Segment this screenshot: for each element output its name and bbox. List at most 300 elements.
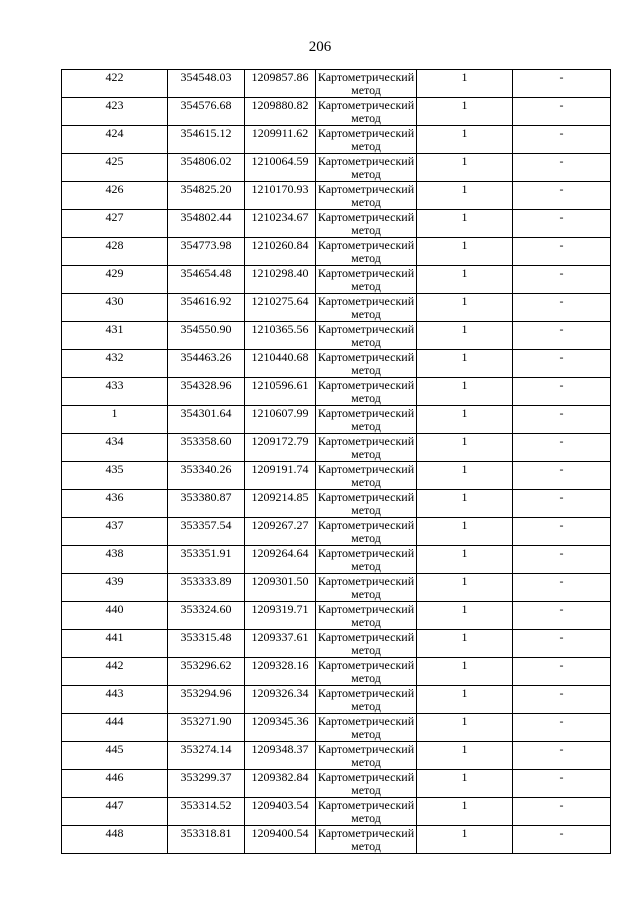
accuracy-cell bbox=[417, 182, 513, 210]
note-cell bbox=[513, 126, 611, 154]
point-number-cell bbox=[62, 126, 168, 154]
note-cell-text: - bbox=[559, 406, 564, 420]
point-number-cell bbox=[62, 490, 168, 518]
table-row bbox=[62, 266, 611, 294]
note-cell-text: - bbox=[559, 238, 564, 252]
note-cell bbox=[513, 686, 611, 714]
accuracy-cell bbox=[417, 378, 513, 406]
x-coordinate-cell-text: 353299.37 bbox=[180, 770, 232, 784]
method-cell bbox=[316, 742, 417, 770]
method-cell bbox=[316, 154, 417, 182]
table-row bbox=[62, 350, 611, 378]
method-cell-text: Картометрический метод bbox=[317, 350, 415, 377]
x-coordinate-cell-text: 353358.60 bbox=[180, 434, 232, 448]
method-cell bbox=[316, 294, 417, 322]
y-coordinate-cell-text: 1209326.34 bbox=[251, 686, 309, 700]
note-cell bbox=[513, 490, 611, 518]
accuracy-cell bbox=[417, 266, 513, 294]
point-number-cell bbox=[62, 434, 168, 462]
note-cell bbox=[513, 630, 611, 658]
method-cell bbox=[316, 546, 417, 574]
point-number-cell bbox=[62, 686, 168, 714]
accuracy-cell bbox=[417, 658, 513, 686]
y-coordinate-cell bbox=[245, 182, 316, 210]
y-coordinate-cell-text: 1210607.99 bbox=[251, 406, 309, 420]
method-cell bbox=[316, 210, 417, 238]
x-coordinate-cell-text: 354550.90 bbox=[180, 322, 232, 336]
y-coordinate-cell-text: 1209911.62 bbox=[251, 126, 309, 140]
table-row bbox=[62, 210, 611, 238]
x-coordinate-cell-text: 353271.90 bbox=[180, 714, 232, 728]
note-cell bbox=[513, 154, 611, 182]
method-cell bbox=[316, 574, 417, 602]
method-cell-text: Картометрический метод bbox=[317, 70, 415, 97]
y-coordinate-cell-text: 1210260.84 bbox=[251, 238, 309, 252]
point-number-cell-text: 427 bbox=[105, 210, 124, 224]
point-number-cell-text: 445 bbox=[105, 742, 124, 756]
table-row bbox=[62, 434, 611, 462]
method-cell-text: Картометрический метод bbox=[317, 126, 415, 153]
x-coordinate-cell-text: 354576.68 bbox=[180, 98, 232, 112]
table-row bbox=[62, 546, 611, 574]
accuracy-cell-text: 1 bbox=[461, 378, 468, 392]
note-cell-text: - bbox=[559, 154, 564, 168]
note-cell bbox=[513, 294, 611, 322]
table-row bbox=[62, 798, 611, 826]
point-number-cell-text: 435 bbox=[105, 462, 124, 476]
method-cell-text: Картометрический метод bbox=[317, 546, 415, 573]
method-cell-text: Картометрический метод bbox=[317, 602, 415, 629]
note-cell-text: - bbox=[559, 574, 564, 588]
accuracy-cell-text: 1 bbox=[461, 770, 468, 784]
y-coordinate-cell bbox=[245, 658, 316, 686]
point-number-cell bbox=[62, 98, 168, 126]
point-number-cell bbox=[62, 770, 168, 798]
note-cell bbox=[513, 546, 611, 574]
y-coordinate-cell-text: 1209382.84 bbox=[251, 770, 309, 784]
method-cell bbox=[316, 798, 417, 826]
y-coordinate-cell bbox=[245, 686, 316, 714]
note-cell bbox=[513, 406, 611, 434]
x-coordinate-cell bbox=[168, 798, 245, 826]
x-coordinate-cell-text: 353296.62 bbox=[180, 658, 232, 672]
accuracy-cell-text: 1 bbox=[461, 98, 468, 112]
x-coordinate-cell bbox=[168, 686, 245, 714]
x-coordinate-cell-text: 354548.03 bbox=[180, 70, 232, 84]
accuracy-cell bbox=[417, 238, 513, 266]
accuracy-cell bbox=[417, 210, 513, 238]
method-cell-text: Картометрический метод bbox=[317, 210, 415, 237]
note-cell-text: - bbox=[559, 462, 564, 476]
table-row bbox=[62, 658, 611, 686]
x-coordinate-cell bbox=[168, 770, 245, 798]
x-coordinate-cell-text: 354301.64 bbox=[180, 406, 232, 420]
accuracy-cell-text: 1 bbox=[461, 798, 468, 812]
x-coordinate-cell bbox=[168, 602, 245, 630]
note-cell bbox=[513, 518, 611, 546]
accuracy-cell-text: 1 bbox=[461, 434, 468, 448]
accuracy-cell bbox=[417, 98, 513, 126]
y-coordinate-cell bbox=[245, 546, 316, 574]
accuracy-cell-text: 1 bbox=[461, 574, 468, 588]
y-coordinate-cell-text: 1210275.64 bbox=[251, 294, 309, 308]
x-coordinate-cell bbox=[168, 658, 245, 686]
point-number-cell-text: 430 bbox=[105, 294, 124, 308]
y-coordinate-cell bbox=[245, 98, 316, 126]
point-number-cell-text: 423 bbox=[105, 98, 124, 112]
y-coordinate-cell-text: 1210234.67 bbox=[251, 210, 309, 224]
y-coordinate-cell bbox=[245, 210, 316, 238]
accuracy-cell bbox=[417, 574, 513, 602]
y-coordinate-cell-text: 1210170.93 bbox=[251, 182, 309, 196]
point-number-cell bbox=[62, 406, 168, 434]
point-number-cell-text: 428 bbox=[105, 238, 124, 252]
point-number-cell bbox=[62, 518, 168, 546]
method-cell bbox=[316, 518, 417, 546]
note-cell-text: - bbox=[559, 714, 564, 728]
note-cell-text: - bbox=[559, 770, 564, 784]
x-coordinate-cell bbox=[168, 434, 245, 462]
point-number-cell-text: 442 bbox=[105, 658, 124, 672]
method-cell-text: Картометрический метод bbox=[317, 490, 415, 517]
note-cell bbox=[513, 322, 611, 350]
accuracy-cell-text: 1 bbox=[461, 210, 468, 224]
accuracy-cell bbox=[417, 742, 513, 770]
y-coordinate-cell bbox=[245, 518, 316, 546]
x-coordinate-cell bbox=[168, 322, 245, 350]
table-row bbox=[62, 630, 611, 658]
accuracy-cell bbox=[417, 322, 513, 350]
point-number-cell bbox=[62, 182, 168, 210]
accuracy-cell-text: 1 bbox=[461, 350, 468, 364]
method-cell-text: Картометрический метод bbox=[317, 630, 415, 657]
note-cell-text: - bbox=[559, 434, 564, 448]
y-coordinate-cell-text: 1209880.82 bbox=[251, 98, 309, 112]
point-number-cell bbox=[62, 658, 168, 686]
table-row bbox=[62, 322, 611, 350]
point-number-cell bbox=[62, 350, 168, 378]
coordinates-table bbox=[61, 69, 611, 854]
note-cell-text: - bbox=[559, 658, 564, 672]
accuracy-cell-text: 1 bbox=[461, 322, 468, 336]
x-coordinate-cell-text: 354616.92 bbox=[180, 294, 232, 308]
table-row bbox=[62, 602, 611, 630]
note-cell bbox=[513, 462, 611, 490]
method-cell-text: Картометрический метод bbox=[317, 826, 415, 853]
note-cell-text: - bbox=[559, 490, 564, 504]
table-row bbox=[62, 238, 611, 266]
method-cell bbox=[316, 462, 417, 490]
y-coordinate-cell bbox=[245, 238, 316, 266]
x-coordinate-cell-text: 353315.48 bbox=[180, 630, 232, 644]
y-coordinate-cell bbox=[245, 490, 316, 518]
y-coordinate-cell-text: 1209345.36 bbox=[251, 714, 309, 728]
method-cell bbox=[316, 322, 417, 350]
point-number-cell-text: 422 bbox=[105, 70, 124, 84]
table-row bbox=[62, 378, 611, 406]
accuracy-cell-text: 1 bbox=[461, 686, 468, 700]
x-coordinate-cell-text: 353333.89 bbox=[180, 574, 232, 588]
x-coordinate-cell bbox=[168, 126, 245, 154]
page-number: 206 bbox=[308, 39, 332, 55]
point-number-cell-text: 432 bbox=[105, 350, 124, 364]
table-row bbox=[62, 770, 611, 798]
table-row bbox=[62, 518, 611, 546]
point-number-cell-text: 437 bbox=[105, 518, 124, 532]
accuracy-cell bbox=[417, 686, 513, 714]
accuracy-cell-text: 1 bbox=[461, 70, 468, 84]
point-number-cell bbox=[62, 630, 168, 658]
method-cell bbox=[316, 238, 417, 266]
x-coordinate-cell bbox=[168, 350, 245, 378]
x-coordinate-cell bbox=[168, 294, 245, 322]
x-coordinate-cell bbox=[168, 378, 245, 406]
x-coordinate-cell bbox=[168, 98, 245, 126]
table-row bbox=[62, 826, 611, 854]
point-number-cell bbox=[62, 742, 168, 770]
note-cell-text: - bbox=[559, 98, 564, 112]
accuracy-cell-text: 1 bbox=[461, 238, 468, 252]
point-number-cell-text: 1 bbox=[111, 406, 118, 420]
accuracy-cell bbox=[417, 826, 513, 854]
y-coordinate-cell bbox=[245, 574, 316, 602]
note-cell bbox=[513, 602, 611, 630]
point-number-cell bbox=[62, 294, 168, 322]
x-coordinate-cell bbox=[168, 70, 245, 98]
y-coordinate-cell bbox=[245, 322, 316, 350]
y-coordinate-cell bbox=[245, 602, 316, 630]
method-cell bbox=[316, 490, 417, 518]
accuracy-cell bbox=[417, 546, 513, 574]
x-coordinate-cell-text: 353314.52 bbox=[180, 798, 232, 812]
x-coordinate-cell-text: 354615.12 bbox=[180, 126, 232, 140]
point-number-cell bbox=[62, 70, 168, 98]
y-coordinate-cell-text: 1210298.40 bbox=[251, 266, 309, 280]
method-cell bbox=[316, 630, 417, 658]
x-coordinate-cell-text: 354825.20 bbox=[180, 182, 232, 196]
accuracy-cell bbox=[417, 798, 513, 826]
point-number-cell-text: 444 bbox=[105, 714, 124, 728]
accuracy-cell bbox=[417, 630, 513, 658]
point-number-cell-text: 424 bbox=[105, 126, 124, 140]
y-coordinate-cell-text: 1209328.16 bbox=[251, 658, 309, 672]
note-cell-text: - bbox=[559, 294, 564, 308]
note-cell bbox=[513, 70, 611, 98]
x-coordinate-cell-text: 354806.02 bbox=[180, 154, 232, 168]
method-cell bbox=[316, 98, 417, 126]
point-number-cell-text: 439 bbox=[105, 574, 124, 588]
method-cell-text: Картометрический метод bbox=[317, 518, 415, 545]
point-number-cell-text: 434 bbox=[105, 434, 124, 448]
y-coordinate-cell bbox=[245, 630, 316, 658]
table-row bbox=[62, 154, 611, 182]
accuracy-cell-text: 1 bbox=[461, 266, 468, 280]
point-number-cell-text: 440 bbox=[105, 602, 124, 616]
note-cell-text: - bbox=[559, 378, 564, 392]
accuracy-cell-text: 1 bbox=[461, 518, 468, 532]
method-cell bbox=[316, 182, 417, 210]
accuracy-cell bbox=[417, 490, 513, 518]
point-number-cell-text: 429 bbox=[105, 266, 124, 280]
note-cell bbox=[513, 350, 611, 378]
x-coordinate-cell bbox=[168, 182, 245, 210]
y-coordinate-cell-text: 1209267.27 bbox=[251, 518, 309, 532]
point-number-cell-text: 436 bbox=[105, 490, 124, 504]
accuracy-cell-text: 1 bbox=[461, 742, 468, 756]
method-cell bbox=[316, 406, 417, 434]
table-row bbox=[62, 182, 611, 210]
note-cell-text: - bbox=[559, 126, 564, 140]
coordinates-table-body bbox=[62, 70, 611, 854]
y-coordinate-cell bbox=[245, 70, 316, 98]
y-coordinate-cell-text: 1209857.86 bbox=[251, 70, 309, 84]
point-number-cell-text: 433 bbox=[105, 378, 124, 392]
y-coordinate-cell bbox=[245, 826, 316, 854]
point-number-cell bbox=[62, 378, 168, 406]
method-cell-text: Картометрический метод bbox=[317, 238, 415, 265]
method-cell-text: Картометрический метод bbox=[317, 266, 415, 293]
y-coordinate-cell-text: 1209301.50 bbox=[251, 574, 309, 588]
y-coordinate-cell-text: 1209403.54 bbox=[251, 798, 309, 812]
note-cell bbox=[513, 378, 611, 406]
y-coordinate-cell-text: 1209172.79 bbox=[251, 434, 309, 448]
point-number-cell bbox=[62, 826, 168, 854]
y-coordinate-cell bbox=[245, 378, 316, 406]
note-cell bbox=[513, 658, 611, 686]
method-cell-text: Картометрический метод bbox=[317, 770, 415, 797]
point-number-cell-text: 431 bbox=[105, 322, 124, 336]
y-coordinate-cell-text: 1210440.68 bbox=[251, 350, 309, 364]
accuracy-cell bbox=[417, 714, 513, 742]
method-cell-text: Картометрический метод bbox=[317, 154, 415, 181]
accuracy-cell-text: 1 bbox=[461, 714, 468, 728]
note-cell bbox=[513, 742, 611, 770]
x-coordinate-cell-text: 354463.26 bbox=[180, 350, 232, 364]
y-coordinate-cell-text: 1209337.61 bbox=[251, 630, 309, 644]
note-cell-text: - bbox=[559, 182, 564, 196]
x-coordinate-cell-text: 353357.54 bbox=[180, 518, 232, 532]
y-coordinate-cell-text: 1209264.64 bbox=[251, 546, 309, 560]
table-row bbox=[62, 70, 611, 98]
point-number-cell bbox=[62, 266, 168, 294]
note-cell-text: - bbox=[559, 70, 564, 84]
note-cell bbox=[513, 238, 611, 266]
note-cell-text: - bbox=[559, 742, 564, 756]
note-cell-text: - bbox=[559, 518, 564, 532]
method-cell bbox=[316, 434, 417, 462]
x-coordinate-cell bbox=[168, 518, 245, 546]
method-cell bbox=[316, 714, 417, 742]
method-cell-text: Картометрический метод bbox=[317, 658, 415, 685]
accuracy-cell bbox=[417, 350, 513, 378]
table-row bbox=[62, 742, 611, 770]
y-coordinate-cell bbox=[245, 406, 316, 434]
y-coordinate-cell-text: 1209319.71 bbox=[251, 602, 309, 616]
note-cell bbox=[513, 98, 611, 126]
table-row bbox=[62, 462, 611, 490]
accuracy-cell-text: 1 bbox=[461, 294, 468, 308]
note-cell-text: - bbox=[559, 266, 564, 280]
y-coordinate-cell bbox=[245, 714, 316, 742]
point-number-cell-text: 446 bbox=[105, 770, 124, 784]
method-cell-text: Картометрический метод bbox=[317, 686, 415, 713]
method-cell-text: Картометрический метод bbox=[317, 742, 415, 769]
note-cell bbox=[513, 434, 611, 462]
y-coordinate-cell bbox=[245, 294, 316, 322]
accuracy-cell bbox=[417, 154, 513, 182]
point-number-cell-text: 425 bbox=[105, 154, 124, 168]
accuracy-cell-text: 1 bbox=[461, 602, 468, 616]
x-coordinate-cell-text: 354773.98 bbox=[180, 238, 232, 252]
method-cell-text: Картометрический метод bbox=[317, 378, 415, 405]
x-coordinate-cell bbox=[168, 714, 245, 742]
accuracy-cell-text: 1 bbox=[461, 182, 468, 196]
accuracy-cell-text: 1 bbox=[461, 406, 468, 420]
accuracy-cell-text: 1 bbox=[461, 658, 468, 672]
accuracy-cell-text: 1 bbox=[461, 154, 468, 168]
x-coordinate-cell bbox=[168, 238, 245, 266]
point-number-cell bbox=[62, 714, 168, 742]
note-cell bbox=[513, 574, 611, 602]
method-cell-text: Картометрический метод bbox=[317, 406, 415, 433]
accuracy-cell bbox=[417, 770, 513, 798]
accuracy-cell-text: 1 bbox=[461, 546, 468, 560]
point-number-cell bbox=[62, 238, 168, 266]
y-coordinate-cell bbox=[245, 462, 316, 490]
y-coordinate-cell bbox=[245, 266, 316, 294]
x-coordinate-cell bbox=[168, 742, 245, 770]
accuracy-cell-text: 1 bbox=[461, 490, 468, 504]
x-coordinate-cell bbox=[168, 546, 245, 574]
point-number-cell bbox=[62, 322, 168, 350]
x-coordinate-cell bbox=[168, 490, 245, 518]
y-coordinate-cell bbox=[245, 434, 316, 462]
method-cell bbox=[316, 350, 417, 378]
method-cell-text: Картометрический метод bbox=[317, 798, 415, 825]
x-coordinate-cell-text: 353324.60 bbox=[180, 602, 232, 616]
note-cell bbox=[513, 798, 611, 826]
method-cell bbox=[316, 70, 417, 98]
x-coordinate-cell bbox=[168, 154, 245, 182]
note-cell bbox=[513, 210, 611, 238]
note-cell-text: - bbox=[559, 210, 564, 224]
note-cell-text: - bbox=[559, 630, 564, 644]
note-cell bbox=[513, 770, 611, 798]
point-number-cell bbox=[62, 210, 168, 238]
point-number-cell bbox=[62, 798, 168, 826]
y-coordinate-cell-text: 1209191.74 bbox=[251, 462, 309, 476]
note-cell-text: - bbox=[559, 546, 564, 560]
method-cell bbox=[316, 686, 417, 714]
x-coordinate-cell bbox=[168, 826, 245, 854]
table-row bbox=[62, 574, 611, 602]
y-coordinate-cell-text: 1209214.85 bbox=[251, 490, 309, 504]
point-number-cell bbox=[62, 154, 168, 182]
point-number-cell bbox=[62, 574, 168, 602]
accuracy-cell-text: 1 bbox=[461, 630, 468, 644]
method-cell-text: Картометрический метод bbox=[317, 462, 415, 489]
note-cell bbox=[513, 266, 611, 294]
y-coordinate-cell-text: 1209400.54 bbox=[251, 826, 309, 840]
note-cell bbox=[513, 714, 611, 742]
y-coordinate-cell bbox=[245, 350, 316, 378]
point-number-cell-text: 426 bbox=[105, 182, 124, 196]
method-cell-text: Картометрический метод bbox=[317, 434, 415, 461]
y-coordinate-cell bbox=[245, 770, 316, 798]
x-coordinate-cell-text: 353340.26 bbox=[180, 462, 232, 476]
note-cell-text: - bbox=[559, 686, 564, 700]
table-row bbox=[62, 294, 611, 322]
